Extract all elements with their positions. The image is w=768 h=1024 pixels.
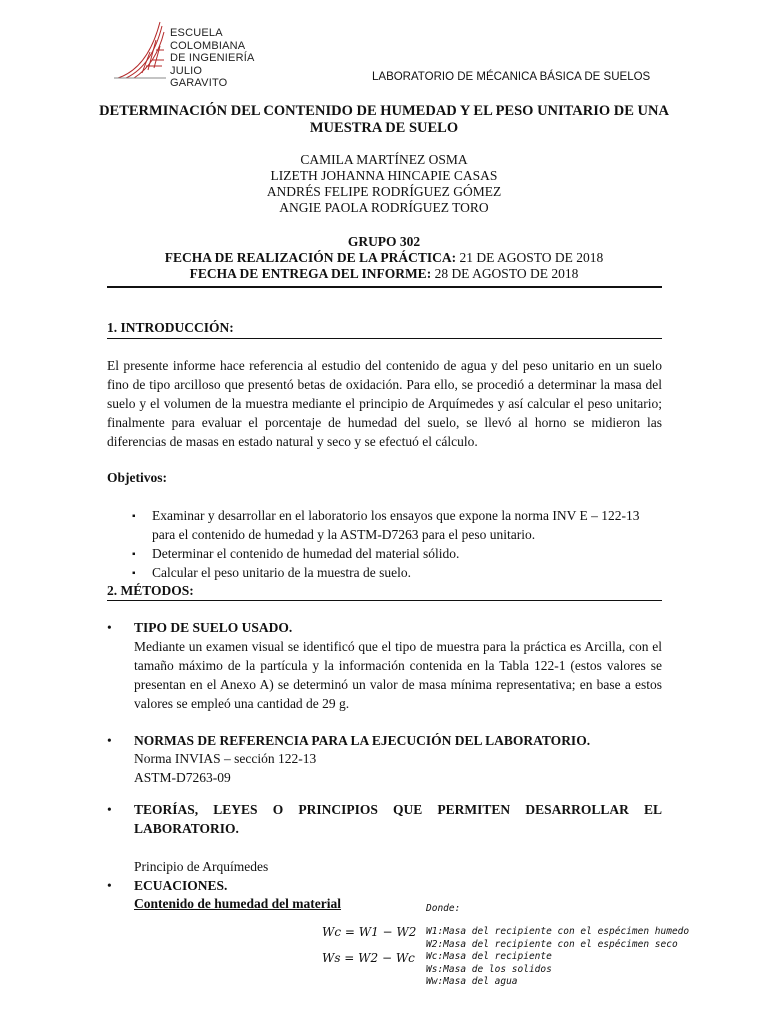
school-logo — [112, 20, 262, 89]
bullet-dot-icon: • — [107, 878, 112, 893]
logo-graphic-icon — [112, 20, 168, 80]
theories-text: Principio de Arquímedes — [134, 859, 269, 874]
logo-line-4: JULIO GARAVITO — [170, 64, 228, 89]
logo-line-2: COLOMBIANA — [170, 39, 246, 52]
soil-type-text: Mediante un examen visual se identificó que el tipo de muestra para la práctica es Arcilla, con el tamaño máximo de la partícula y la información contenida en la Tabla 122-1 (estos valores se presentan en el Anexo A) se determinó un valor de masa mínima representativa; en base a estos valores se empleó una cantidad de 29 g. — [134, 639, 662, 711]
where-label: Donde: — [426, 903, 461, 914]
author-1: CAMILA MARTÍNEZ OSMA — [300, 152, 468, 167]
norms-line-2: ASTM-D7263-09 — [134, 770, 231, 785]
lab-header: LABORATORIO DE MÉCANICA BÁSICA DE SUELOS — [372, 71, 651, 83]
norms-line-1: Norma INVIAS – sección 122-13 — [134, 751, 317, 766]
methods-heading: 2. MÉTODOS: — [107, 583, 194, 598]
header-divider — [107, 286, 662, 288]
bullet-icon: ▪ — [132, 511, 136, 522]
doc-title-line-2: MUESTRA DE SUELO — [309, 120, 459, 136]
objective-item-1: Examinar y desarrollar en el laboratorio los ensayos que expone la norma INV E – 122-13 para el contenido de humedad y la ASTM-D7263 para el peso unitario. — [152, 508, 640, 542]
equation-1: Wc = W1 − W2 — [322, 925, 417, 939]
definition-ws: Ws:Masa de los solidos — [426, 963, 552, 975]
practice-date-label: FECHA DE REALIZACIÓN DE LA PRÁCTICA: — [164, 250, 457, 265]
author-2: LIZETH JOHANNA HINCAPIE CASAS — [270, 168, 498, 183]
intro-paragraph: El presente informe hace referencia al estudio del contenido de agua y del peso unitario en un suelo fino de tipo arcilloso que presentó betas de oxidación. Para ello, se procedió a determinar la masa del suelo y el volumen de la muestra mediante el principio de Arquímedes y así calcular el peso unitario; finalmente para evaluar el porcentaje de humedad del suelo, se llevó al horno se midieron las diferencias de masas en estado natural y seco y se efectuó el cálculo. — [107, 358, 662, 449]
norms-heading: NORMAS DE REFERENCIA PARA LA EJECUCIÓN DEL LABORATORIO. — [134, 733, 591, 748]
bullet-dot-icon: • — [107, 620, 112, 635]
theories-heading-line-2: LABORATORIO. — [134, 821, 239, 836]
methods-underline — [107, 600, 662, 601]
equations-subheading: Contenido de humedad del material — [134, 896, 342, 911]
objectives-heading: Objetivos: — [107, 470, 167, 485]
equation-2: Ws = W2 − Wc — [322, 951, 415, 965]
bullet-icon: ▪ — [132, 549, 136, 560]
practice-date — [0, 250, 768, 266]
logo-line-3: DE INGENIERÍA — [170, 52, 255, 64]
intro-heading: 1. INTRODUCCIÓN: — [107, 320, 234, 335]
delivery-date-label: FECHA DE ENTREGA DEL INFORME: — [189, 266, 432, 281]
delivery-date-value: 28 DE AGOSTO DE 2018 — [431, 266, 579, 281]
group-label: GRUPO 302 — [347, 234, 421, 249]
practice-date-value: 21 DE AGOSTO DE 2018 — [456, 250, 604, 265]
definition-w2: W2:Masa del recipiente con el espécimen seco — [426, 938, 678, 950]
objective-item-2: Determinar el contenido de humedad del material sólido. — [152, 546, 460, 561]
bullet-dot-icon: • — [107, 802, 112, 817]
definitions-list — [426, 926, 689, 989]
author-4: ANGIE PAOLA RODRÍGUEZ TORO — [279, 200, 489, 215]
theories-heading-line-1: TEORÍAS, LEYES O PRINCIPIOS QUE PERMITEN DESARROLLAR EL — [134, 802, 662, 817]
equations-heading: ECUACIONES. — [134, 878, 228, 893]
definition-ww: Ww:Masa del agua — [426, 976, 518, 987]
bullet-dot-icon: • — [107, 733, 112, 748]
logo-line-1: ESCUELA — [170, 27, 223, 39]
soil-type-heading: TIPO DE SUELO USADO. — [134, 620, 293, 635]
doc-title-line-1: DETERMINACIÓN DEL CONTENIDO DE HUMEDAD Y EL PESO UNITARIO DE UNA — [99, 103, 669, 119]
bullet-icon: ▪ — [132, 568, 136, 579]
author-3: ANDRÉS FELIPE RODRÍGUEZ GÓMEZ — [266, 184, 502, 199]
objective-item-3: Calcular el peso unitario de la muestra de suelo. — [152, 565, 412, 580]
delivery-date — [0, 266, 768, 282]
definition-w1: W1:Masa del recipiente con el espécimen humedo — [426, 926, 690, 937]
definition-wc: Wc:Masa del recipiente — [426, 951, 552, 962]
intro-underline — [107, 338, 662, 339]
